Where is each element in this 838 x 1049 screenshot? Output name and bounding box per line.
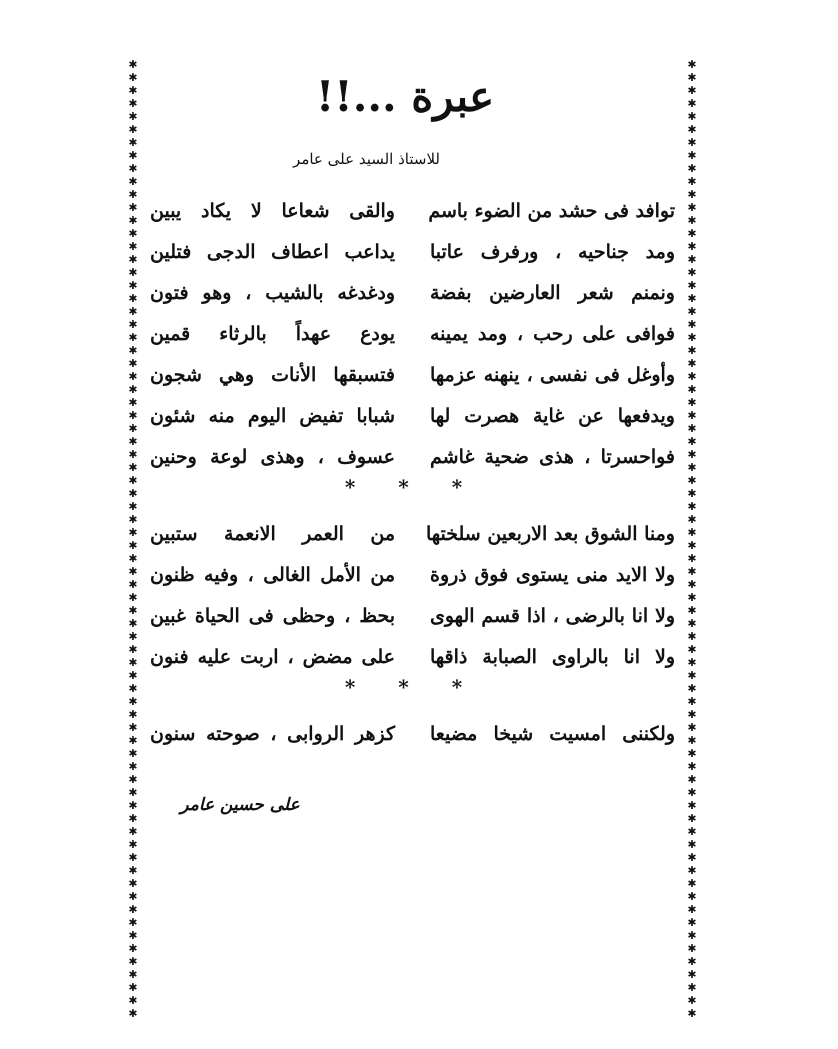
first-hemistich: ونمنم شعر العارضين بفضة xyxy=(430,281,675,304)
first-hemistich: فواحسرتا ، هذى ضحية غاشم xyxy=(430,445,675,468)
verse-line xyxy=(150,395,675,436)
second-hemistich: عسوف ، وهذى لوعة وحنين xyxy=(150,445,395,468)
second-hemistich: شبابا تفيض اليوم منه شئون xyxy=(150,404,395,427)
second-hemistich: كزهر الروابى ، صوحته سنون xyxy=(150,722,395,745)
verse-line xyxy=(150,554,675,595)
second-hemistich: فتسبقها الأنات وهي شجون xyxy=(150,363,395,386)
first-hemistich: ومنا الشوق بعد الاربعين سلختها xyxy=(425,522,675,545)
second-hemistich: يودع عهداً بالرثاء قمين xyxy=(150,322,395,345)
verse-line xyxy=(150,636,675,677)
poem-body xyxy=(150,190,675,754)
author-byline: للاستاذ السيد على عامر xyxy=(293,150,440,168)
verse-line xyxy=(150,231,675,272)
first-hemistich: ومد جناحيه ، ورفرف عاتبا xyxy=(430,240,675,263)
verse-line xyxy=(150,313,675,354)
stanza-separator: * * * xyxy=(344,475,481,499)
first-hemistich: وأوغل فى نفسى ، ينهنه عزمها xyxy=(430,363,675,386)
second-hemistich: على مضض ، اربت عليه فنون xyxy=(150,645,395,668)
verse-line xyxy=(150,190,675,231)
second-hemistich: بحظ ، وحظى فى الحياة غبين xyxy=(150,604,395,627)
second-hemistich: من العمر الانعمة ستبين xyxy=(150,522,395,545)
left-ornament-border: ✱ ✱ ✱ ✱ ✱ ✱ ✱ ✱ ✱ ✱ ✱ ✱ ✱ ✱ ✱ ✱ ✱ ✱ ✱ ✱ ✱ ✱ ✱ ✱ ✱ ✱ ✱ ✱ ✱ ✱ ✱ ✱ ✱ ✱ ✱ ✱ ✱ ✱ ✱ ✱ ✱ ✱ ✱ ✱ ✱ ✱ ✱ ✱ ✱ ✱ ✱ ✱ ✱ ✱ ✱ ✱ ✱ ✱ ✱ ✱ ✱ ✱ ✱ ✱ ✱ ✱ ✱ ✱ ✱ ✱ ✱ ✱ ✱ ✱ xyxy=(128,56,138,1021)
first-hemistich: فوافى على رحب ، ومد يمينه xyxy=(430,322,675,345)
verse-line xyxy=(150,354,675,395)
first-hemistich: ولكننى امسيت شيخا مضيعا xyxy=(430,722,675,745)
first-hemistich: توافد فى حشد من الضوء باسم xyxy=(428,199,675,222)
verse-line xyxy=(150,713,675,754)
verse-line xyxy=(150,595,675,636)
verse-line xyxy=(150,513,675,554)
second-hemistich: والقى شعاعا لا يكاد يبين xyxy=(150,199,395,222)
stanza-separator: * * * xyxy=(344,675,481,699)
second-hemistich: من الأمل الغالى ، وفيه ظنون xyxy=(150,563,395,586)
right-ornament-border: ✱ ✱ ✱ ✱ ✱ ✱ ✱ ✱ ✱ ✱ ✱ ✱ ✱ ✱ ✱ ✱ ✱ ✱ ✱ ✱ ✱ ✱ ✱ ✱ ✱ ✱ ✱ ✱ ✱ ✱ ✱ ✱ ✱ ✱ ✱ ✱ ✱ ✱ ✱ ✱ ✱ ✱ ✱ ✱ ✱ ✱ ✱ ✱ ✱ ✱ ✱ ✱ ✱ ✱ ✱ ✱ ✱ ✱ ✱ ✱ ✱ ✱ ✱ ✱ ✱ ✱ ✱ ✱ ✱ ✱ ✱ ✱ ✱ ✱ xyxy=(687,56,697,1021)
verse-line xyxy=(150,436,675,477)
first-hemistich: ولا انا بالراوى الصبابة ذاقها xyxy=(430,645,675,668)
first-hemistich: ولا انا بالرضى ، اذا قسم الهوى xyxy=(430,604,675,627)
first-hemistich: ويدفعها عن غاية هصرت لها xyxy=(430,404,675,427)
second-hemistich: ودغدغه بالشيب ، وهو فتون xyxy=(150,281,395,304)
author-signature: على حسين عامر xyxy=(180,795,300,815)
verse-line xyxy=(150,272,675,313)
second-hemistich: يداعب اعطاف الدجى فتلين xyxy=(150,240,395,263)
first-hemistich: ولا الايد منى يستوى فوق ذروة xyxy=(430,563,675,586)
poem-title: عبرة ...!! xyxy=(315,72,495,121)
